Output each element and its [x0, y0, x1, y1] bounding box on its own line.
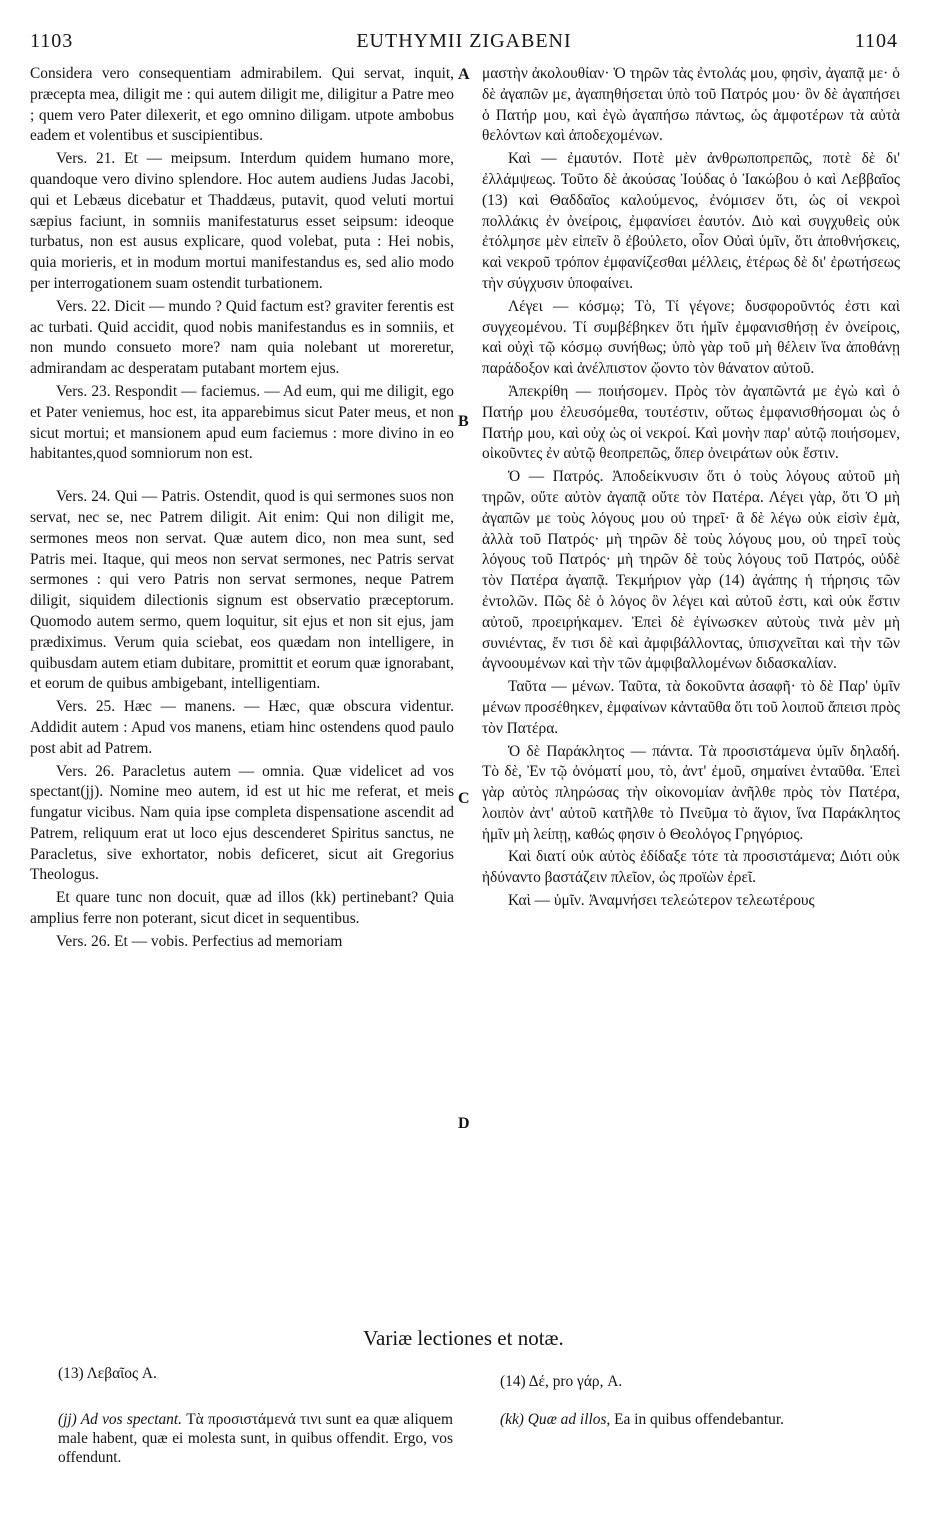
latin-paragraph: Vers. 24. Qui — Patris. Ostendit, quod is qui sermones suos non servat, nec se, nec Patrem diligit. Ait enim: Qui non diligit me, sermones meos non servat. Quæ autem dico, non mea sunt, sed Patris mei. Itaque, qui meos non servat sermones, nec Patris servat sermones : qui vero Patris non servat sermones, neque Patrem diligit, siquidem dilectionis signum est observatio præceptorum. Quomodo autem sermo, quem loquitur, sit ejus et non sit ejus, jam prædiximus. Verum quia sciebat, eos quædam non intelligere, in quibusdam autem etiam dubitare, promittit et eorum quæ ignorabant, et eorum de quibus ambigebant, intelligentiam. — [30, 488, 455, 693]
greek-paragraph: Ταῦτα — μένων. Ταῦτα, τὰ δοκοῦντα ἀσαφῆ· τὸ δὲ Παρ' ὑμῖν μένων προσέθηκεν, ἐμφαίνων κἀνταῦθα ὅτι τοῦ λοιποῦ ἄπεισι πρὸς τὸν Πατέρα. — [482, 678, 900, 737]
margin-marker-d: D — [458, 1115, 470, 1132]
page-number-right: 1104 — [854, 30, 898, 52]
note-jj-text: Τὰ προσιστάμενά τινι sunt ea quæ aliquem male habent, quæ ei molesta sunt, in quibus offendit. Ergo, vos offendunt. — [58, 1411, 453, 1466]
margin-marker-a: A — [458, 66, 470, 83]
latin-paragraph: Considera vero consequentiam admirabilem. Qui servat, inquit, præcepta mea, diligit me : qui autem diligit me, diligitur a Patre meo ; quem vero Pater dilexerit, et ego omnino diligam. utpote ambobus eadem et volentibus et suscipientibus. — [30, 65, 454, 145]
latin-paragraph: Vers. 21. Et — meipsum. Interdum quidem humano more, quandoque vero divino splendore. Hoc autem audiens Judas Jacobi, qui et Lebæus dicebatur et Thaddæus, putavit, quod veluti mortui sæpius faciunt, in somniis manifestaturus esset seipsum: ideoque turbatus, non est ausus explicare, quod volebat, puta : Hei nobis, quia morieris, et in modum mortui manifestandus es, sed alio modo per interrogationem suam ostendit turbationem. — [30, 150, 454, 292]
greek-paragraph: Ὁ — Πατρός. Ἀποδείκνυσιν ὅτι ὁ τοὺς λόγους αὐτοῦ μὴ τηρῶν, οὔτε αὐτὸν ἀγαπᾷ οὔτε τὸν Πατέρα. Λέγει γὰρ, ὅτι Ὁ μὴ ἀγαπῶν με τοὺς λόγους μου οὐ τηρεῖ· ἃ δὲ λέγω οὐκ εἰσὶν ἐμὰ, ἀλλὰ τοῦ Πατρός· μὴ τηρῶν δὲ τοὺς λόγους μου, οὐ τηρεῖ τοὺς λόγους τοῦ Πατρός· μὴ τηρῶν δὲ τοὺς λόγους τοῦ Πατρός, οὐδὲ τὸν Πατέρα ἀγαπᾷ. Τεκμήριον γὰρ (14) ἀγάπης ἡ τήρησις τῶν ἐντολῶν. Πῶς δὲ ὁ λόγος ὃν λέγει καὶ αὐτοῦ ἐστι, καὶ οὐκ ἔστιν αὐτοῦ, προειρήκαμεν. Ἐπεὶ δὲ ἐγίνωσκεν αὐτοὺς τινὰ μὲν μὴ συνιέντας, ἔν τισι δὲ καὶ ἀμφιβάλλοντας, ὑπισχνεῖται καὶ τὴν τῶν ἀγνοουμένων καὶ τὴν τῶν ἀμφιβαλλομένων διδασκαλίαν. — [482, 468, 900, 673]
page-header — [30, 30, 898, 56]
note-jj — [58, 1410, 453, 1467]
latin-column — [30, 64, 454, 953]
greek-paragraph: Καὶ διατί οὐκ αὐτὸς ἐδίδαξε τότε τὰ προσιστάμενα; Διότι οὐκ ἠδύναντο βαστάζειν πλεῖον, ὡς προϊὼν ἐρεῖ. — [482, 848, 900, 887]
greek-paragraph: Ὁ δὲ Παράκλητος — πάντα. Τὰ προσιστάμενα ὑμῖν δηλαδή. Τὸ δὲ, Ἐν τῷ ὀνόματί μου, τὸ, ἀντ' ἐμοῦ, σημαίνει ἐνταῦθα. Ἐπεὶ γὰρ αὐτὸς πληρώσας τὴν οἰκονομίαν ἀνῆλθε πρὸς τὸν Πατέρα, λοιπὸν ἀντ' αὐτοῦ κατῆλθε τὸ Πνεῦμα τὸ ἅγιον, ἵνα Παράκλητος ἡμῖν μὴ λείπῃ, καθώς φησιν ὁ Θεολόγος Γρηγόριος. — [482, 742, 900, 843]
latin-paragraph: Vers. 23. Respondit — faciemus. — Ad eum, qui me diligit, ego et Pater veniemus, hoc est, ita apparebimus sicut Pater meus, et non sicut mortui; et mansionem apud eum faciemus : more divino in eo habitantes,quod somniorum non est. — [30, 382, 454, 463]
page-number-left: 1103 — [30, 30, 74, 52]
latin-paragraph: Vers. 26. Paracletus autem — omnia. Quæ videlicet ad vos spectant(jj). Nomine meo autem, id est ut hic me referat, et meis fungatur vicibus. Nam quia ipse completa dispensatione ascendit ad Patrem, reliquum erat ut loco ejus descenderet Spiritus sanctus, ne Paracletus, sive exhortator, nobis deficeret, sicut ait Gregorius Theologus. — [30, 762, 454, 884]
greek-paragraph: Λέγει — κόσμῳ; Τὸ, Τί γέγονε; δυσφοροῦντός ἐστι καὶ συγχεομένου. Τί συμβέβηκεν ὅτι ἡμῖν ἐμφανισθήσῃ ἐν ὀνείροις, καὶ οὐχὶ τῷ κόσμῳ συνήθως; ὑπὸ γὰρ τοῦ μὴ θέλειν ἵνα ἀποθάνῃ παράδοξον καὶ ἀνέλπιστον ᾤοντο τὸν θάνατον αὐτοῦ. — [482, 297, 900, 378]
note-jj-label: (jj) Ad vos spectant. — [58, 1411, 182, 1428]
latin-paragraph: Vers. 22. Dicit — mundo ? Quid factum est? graviter ferentis est ac turbati. Quid accidit, quod nobis manifestandus es in somniis, et non mundo consueto more? nam quia nolebant ut moreretur, admirandam ac desperatam putabant mortem ejus. — [30, 297, 454, 378]
greek-paragraph: Καὶ — ὑμῖν. Ἀναμνήσει τελεώτερον τελεωτέρους — [508, 892, 815, 910]
latin-paragraph: Vers. 26. Et — vobis. Perfectius ad memoriam — [56, 932, 343, 950]
note-kk-text: Ea in quibus offendebantur. — [610, 1411, 784, 1428]
greek-paragraph: Καὶ — ἐμαυτόν. Ποτὲ μὲν ἀνθρωποπρεπῶς, ποτὲ δὲ δι' ἐλλάμψεως. Τοῦτο δὲ ἀκούσας Ἰούδας ὁ Ἰακώβου ὁ καὶ Λεββαῖος (13) καὶ Θαδδαῖος καλούμενος, ἐνόμισεν ὅτι, ὡς οἱ νεκροὶ πολλάκις ἐν ὀνείροις, ἐμφανίσει ἑαυτόν. Διὸ καὶ συγχυθεὶς οὐκ ἐτόλμησε μὲν εἰπεῖν ὃ ἐβούλετο, οἷον Οὐαὶ ὑμῖν, ὅτι ἀποθνήσκεις, καὶ νεκροῦ τρόπον ἐμφανίζεσθαι μέλλεις, ἑτέρως δὲ δι' ἐρωτήσεως τὴν σύγχυσιν ὑποφαίνει. — [482, 150, 900, 292]
greek-paragraph: μαστὴν ἀκολουθίαν· Ὁ τηρῶν τὰς ἐντολάς μου, φησὶν, ἀγαπᾷ με· ὁ δὲ ἀγαπῶν με, ἀγαπηθήσεται ὑπὸ τοῦ Πατρός μου· ὃν δὲ ἀγαπήσει ὁ Πατήρ μου, καὶ ἐγὼ ἀγαπήσω πάντως, ὡς ἀμφοτέρων τὰ αὐτὰ θελόντων καὶ ἀποδεχομένων. — [482, 65, 900, 145]
greek-column — [482, 64, 900, 912]
greek-paragraph: Ἀπεκρίθη — ποιήσομεν. Πρὸς τὸν ἀγαπῶντά με ἐγὼ καὶ ὁ Πατήρ μου ἐλευσόμεθα, τουτέστιν, οὕτως ἐμφανισθήσομαι ὡς ὁ Πατήρ μου, καὶ οὐχ ὡς οἱ νεκροί. Καὶ μονὴν παρ' αὐτῷ ποιήσομεν, οἰκοῦντες ἐν αὐτῷ θεοπρεπῶς, ὅπερ ὀνειράτων οὐκ ἔστιν. — [482, 382, 900, 463]
margin-marker-b: B — [458, 413, 469, 430]
note-kk-label: (kk) Quæ ad illos, — [500, 1411, 611, 1428]
notes-title: Variæ lectiones et notæ. — [363, 1326, 564, 1350]
latin-paragraph: Et quare tunc non docuit, quæ ad illos (kk) pertinebant? Quia amplius ferre non poterant, sicut dicet in sequentibus. — [30, 889, 454, 928]
latin-paragraph: Vers. 25. Hæc — manens. — Hæc, quæ obscura videntur. Addidit autem : Apud vos manens, etiam hinc ostendens quod paulo post abit ad Patrem. — [30, 698, 454, 757]
note-14: (14) Δέ, pro γάρ, A. — [500, 1373, 623, 1390]
margin-marker-c: C — [458, 790, 470, 807]
note-kk — [500, 1410, 892, 1429]
note-13: (13) Λεβαῖος A. — [58, 1365, 157, 1382]
running-title: EUTHYMII ZIGABENI — [356, 30, 572, 52]
